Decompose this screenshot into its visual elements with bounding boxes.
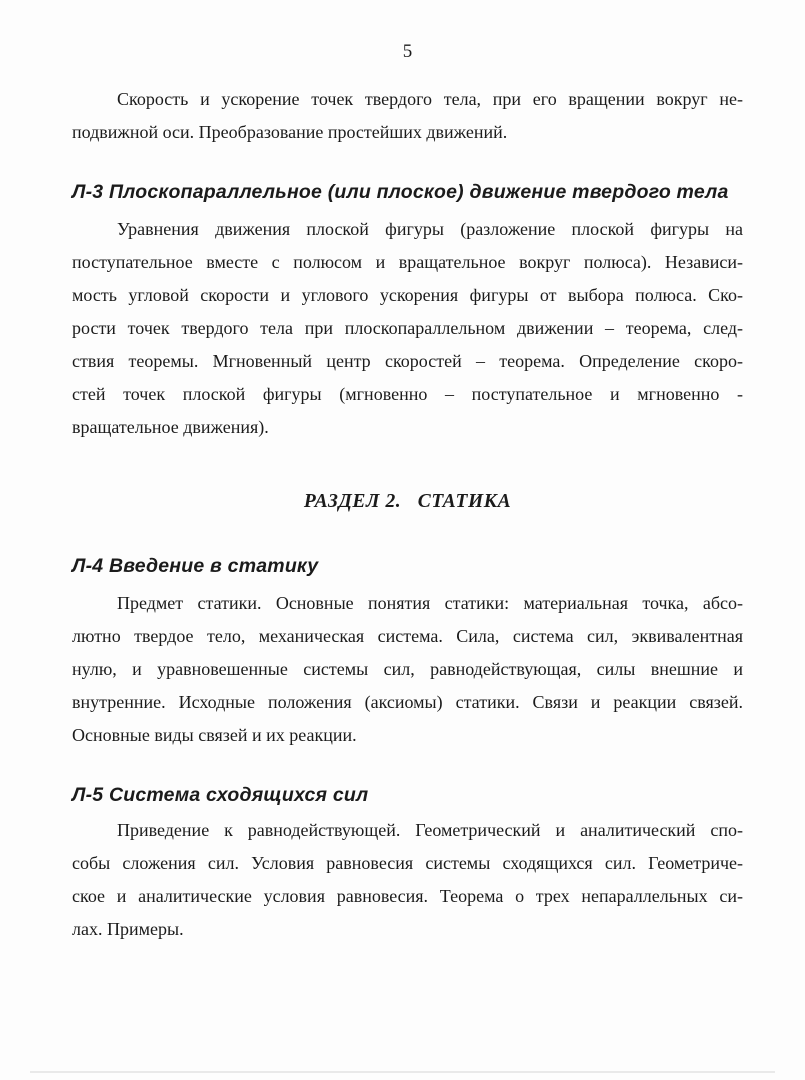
text-line: внутренние. Исходные положения (аксиомы) статики. Связи и реакции связей. xyxy=(72,692,743,712)
text-line: мость угловой скорости и углового ускорения фигуры от выбора полюса. Ско- xyxy=(72,285,743,305)
paragraph-concurrent-forces xyxy=(72,814,743,946)
text-line: Предмет статики. Основные понятия статики: материальная точка, абсо- xyxy=(117,593,743,613)
heading-l3-plane-motion: Л-3 Плоскопараллельное (или плоское) движение твердого тела xyxy=(72,181,729,203)
text-line: рости точек твердого тела при плоскопараллельном движении – теорема, след- xyxy=(72,318,743,338)
text-line: нулю, и уравновешенные системы сил, равнодействующая, силы внешние и xyxy=(72,659,743,679)
text-line: Уравнения движения плоской фигуры (разложение плоской фигуры на xyxy=(117,219,743,239)
page-number: 5 xyxy=(402,41,413,62)
text-line: собы сложения сил. Условия равновесия системы сходящихся сил. Геометриче- xyxy=(72,853,743,873)
text-line: подвижной оси. Преобразование простейших движений. xyxy=(72,122,508,142)
heading-l5-concurrent-forces: Л-5 Система сходящихся сил xyxy=(72,784,369,806)
text-line: Приведение к равнодействующей. Геометрический и аналитический спо- xyxy=(117,820,743,840)
text-line: Скорость и ускорение точек твердого тела, при его вращении вокруг не- xyxy=(117,89,743,109)
text-line: стей точек плоской фигуры (мгновенно – поступательное и мгновенно - xyxy=(72,384,743,404)
section-title-statics: РАЗДЕЛ 2. СТАТИКА xyxy=(303,491,512,512)
heading-l4-intro-statics: Л-4 Введение в статику xyxy=(72,555,319,577)
paragraph-plane-motion xyxy=(72,213,743,444)
text-line: ствия теоремы. Мгновенный центр скоростей – теорема. Определение скоро- xyxy=(72,351,743,371)
text-line: Основные виды связей и их реакции. xyxy=(72,725,357,745)
text-line: лах. Примеры. xyxy=(72,919,184,939)
paragraph-rotation-velocity xyxy=(72,83,743,149)
text-line: ское и аналитические условия равновесия. Теорема о трех непараллельных си- xyxy=(72,886,743,906)
text-line: вращательное движения). xyxy=(72,417,269,437)
text-line: поступательное вместе с полюсом и вращательное вокруг полюса). Независи- xyxy=(72,252,743,272)
paragraph-statics-basics xyxy=(72,587,743,752)
text-line: лютно твердое тело, механическая система. Сила, система сил, эквивалентная xyxy=(72,626,743,646)
scan-edge-artifact xyxy=(30,1071,775,1073)
